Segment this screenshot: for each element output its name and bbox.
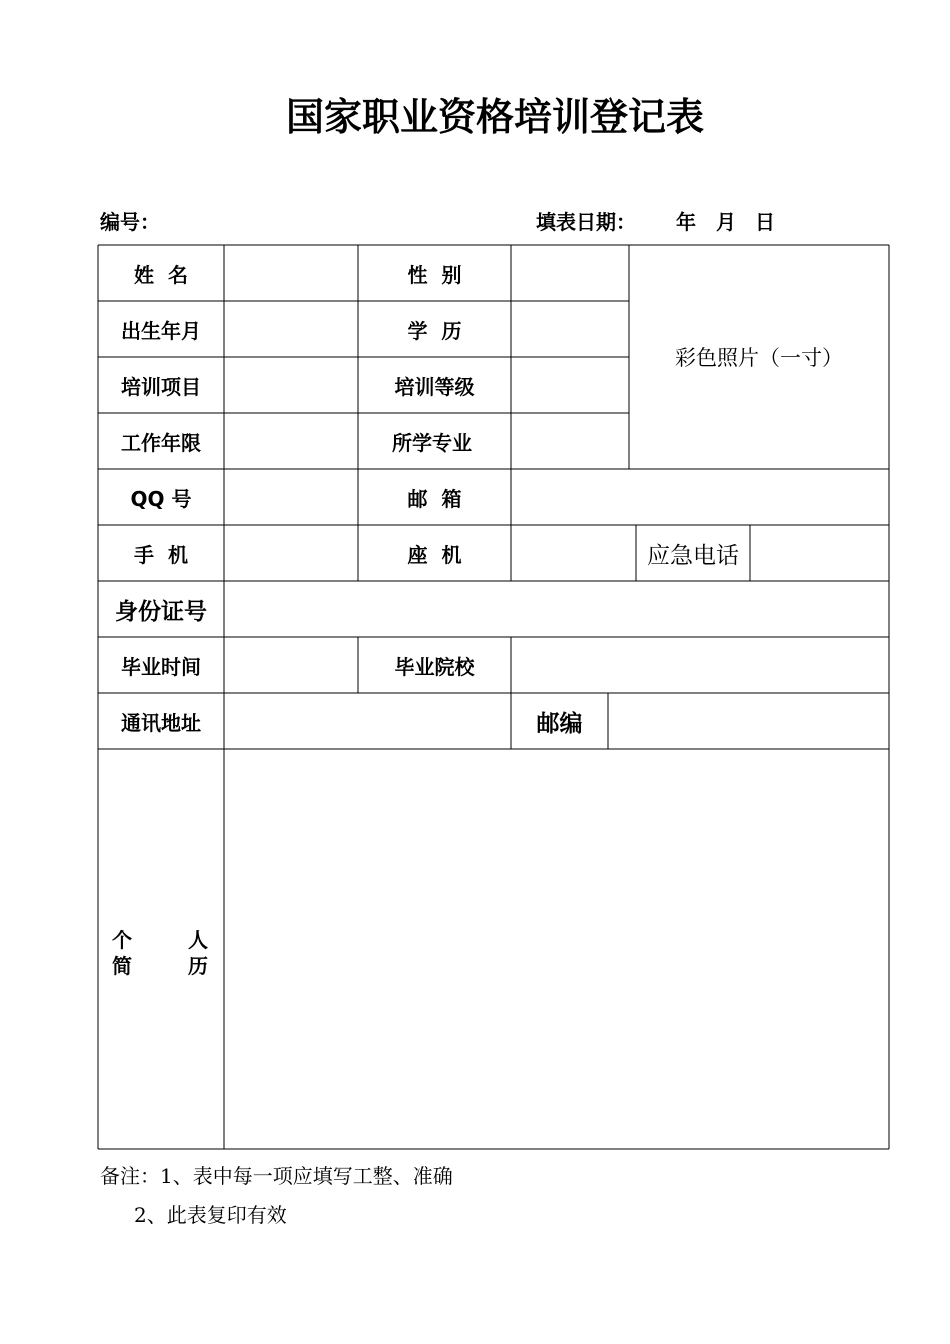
page-title: 国家职业资格培训登记表	[285, 94, 704, 139]
landline-field[interactable]	[511, 525, 636, 581]
grad-time-label: 毕业时间	[121, 654, 201, 679]
email-field[interactable]	[511, 469, 889, 525]
date-label: 填表日期：	[536, 210, 636, 234]
photo-placeholder[interactable]: 彩色照片（一寸）	[675, 346, 843, 370]
resume-field[interactable]	[224, 749, 889, 1149]
mobile-label: 手 机	[134, 542, 188, 567]
grad-time-field[interactable]	[224, 637, 358, 693]
address-label: 通讯地址	[121, 710, 201, 735]
email-label: 邮 箱	[407, 486, 462, 511]
gender-label: 性 别	[407, 262, 462, 287]
note-1: 备注：1、表中每一项应填写工整、准确	[100, 1164, 453, 1188]
emergency-label: 应急电话	[647, 542, 739, 569]
education-field[interactable]	[511, 301, 629, 357]
id-number-label: 身份证号	[115, 598, 207, 625]
level-label: 培训等级	[394, 374, 475, 399]
resume-char-4: 历	[188, 954, 208, 978]
year-label: 年	[676, 210, 696, 234]
emergency-field[interactable]	[750, 525, 889, 581]
project-field[interactable]	[224, 357, 358, 413]
qq-field[interactable]	[224, 469, 358, 525]
name-label: 姓 名	[134, 262, 188, 287]
resume-char-2: 人	[188, 928, 208, 952]
qq-label: QQ 号	[130, 486, 192, 511]
postcode-label: 邮编	[536, 710, 583, 737]
month-label: 月	[716, 210, 736, 234]
name-field[interactable]	[224, 245, 358, 301]
grad-school-label: 毕业院校	[394, 654, 475, 679]
work-years-field[interactable]	[224, 413, 358, 469]
major-field[interactable]	[511, 413, 629, 469]
note-2: 2、此表复印有效	[134, 1203, 287, 1227]
postcode-field[interactable]	[608, 693, 889, 749]
major-label: 所学专业	[392, 430, 472, 455]
education-label: 学 历	[407, 318, 462, 343]
resume-char-3: 简	[112, 954, 132, 978]
gender-field[interactable]	[511, 245, 629, 301]
birth-label: 出生年月	[121, 318, 201, 343]
level-field[interactable]	[511, 357, 629, 413]
serial-label: 编号：	[100, 210, 160, 234]
resume-char-1: 个	[112, 928, 132, 952]
project-label: 培训项目	[121, 374, 201, 399]
work-years-label: 工作年限	[121, 430, 201, 455]
birth-field[interactable]	[224, 301, 358, 357]
grad-school-field[interactable]	[511, 637, 889, 693]
landline-label: 座 机	[407, 542, 462, 567]
mobile-field[interactable]	[224, 525, 358, 581]
id-number-field[interactable]	[224, 581, 889, 637]
address-field[interactable]	[224, 693, 511, 749]
day-label: 日	[755, 210, 775, 234]
